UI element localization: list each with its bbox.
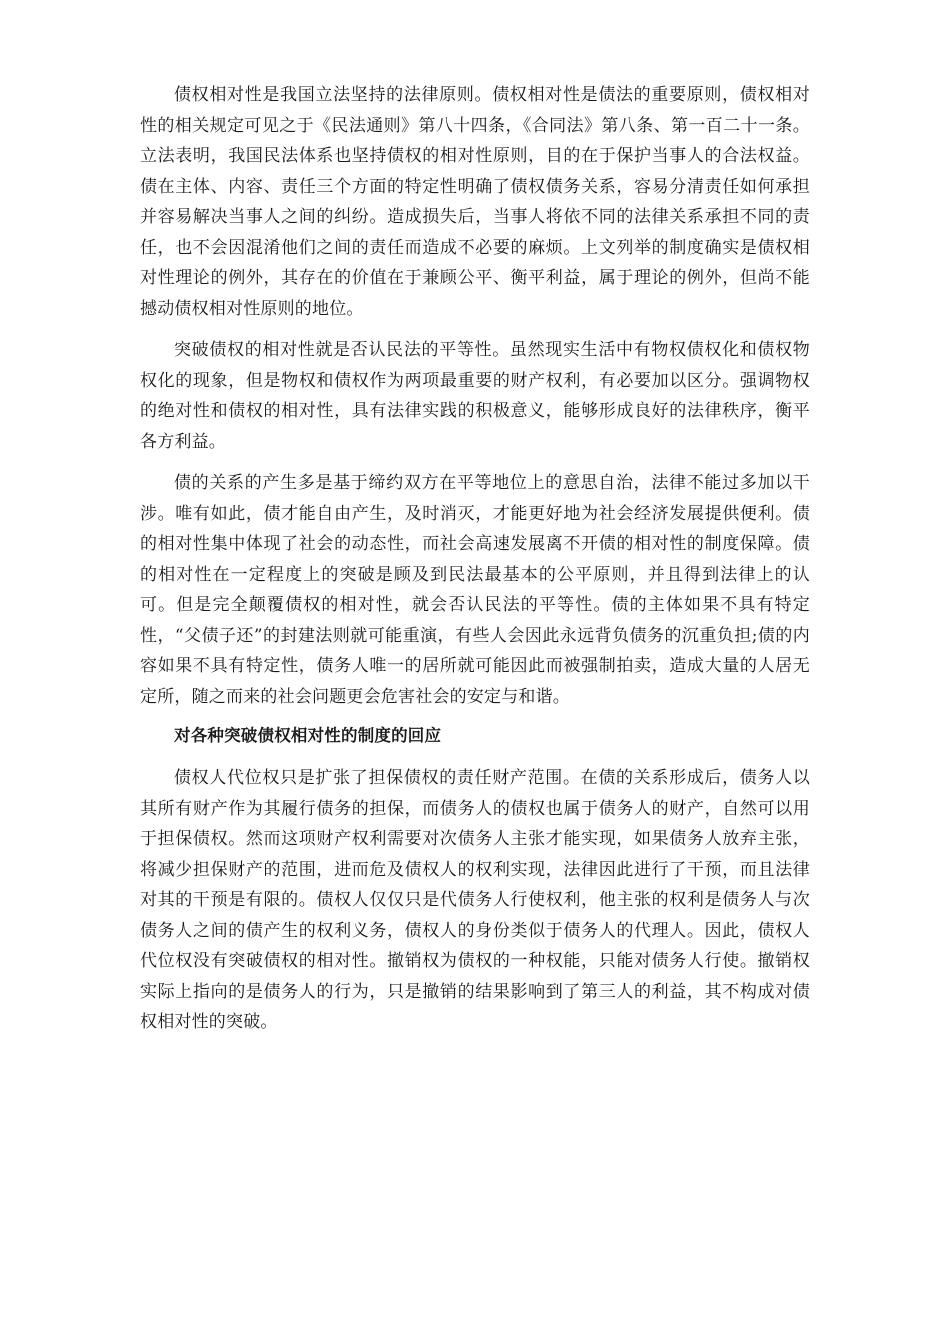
paragraph-1: 债权相对性是我国立法坚持的法律原则。债权相对性是债法的重要原则，债权相对性的相关规定可见之于《民法通则》第八十四条，《合同法》第八条、第一百二十一条。立法表明，我国民法体系也坚持债权的相对性原则，目的在于保护当事人的合法权益。债在主体、内容、责任三个方面的特定性明确了债权债务关系，容易分清责任如何承担并容易解决当事人之间的纠纷。造成损失后，当事人将依不同的法律关系承担不同的责任，也不会因混淆他们之间的责任而造成不必要的麻烦。上文列举的制度确实是债权相对性理论的例外，其存在的价值在于兼顾公平、衡平利益，属于理论的例外，但尚不能撼动债权相对性原则的地位。 bbox=[140, 85, 810, 319]
paragraph-3: 债的关系的产生多是基于缔约双方在平等地位上的意思自治，法律不能过多加以干涉。唯有如此，债才能自由产生，及时消灭，才能更好地为社会经济发展提供便利。债的相对性集中体现了社会的动态性，而社会高速发展离不开债的相对性的制度保障。债的相对性在一定程度上的突破是顾及到民法最基本的公平原则，并且得到法律上的认可。但是完全颠覆债权的相对性，就会否认民法的平等性。债的主体如果不具有特定性，“父债子还”的封建法则就可能重演，有些人会因此永远背负债务的沉重负担;债的内容如果不具有特定性，债务人唯一的居所就可能因此而被强制拍卖，造成大量的人居无定所，随之而来的社会问题更会危害社会的安定与和谐。 bbox=[140, 473, 810, 707]
paragraph-2: 突破债权的相对性就是否认民法的平等性。虽然现实生活中有物权债权化和债权物权化的现象，但是物权和债权作为两项最重要的财产权利，有必要加以区分。强调物权的绝对性和债权的相对性，具有法律实践的积极意义，能够形成良好的法律秩序，衡平各方利益。 bbox=[140, 340, 810, 452]
section-heading: 对各种突破债权相对性的制度的回应 bbox=[174, 726, 442, 745]
paragraph-4: 债权人代位权只是扩张了担保债权的责任财产范围。在债的关系形成后，债务人以其所有财产作为其履行债务的担保，而债务人的债权也属于债务人的财产，自然可以用于担保债权。然而这项财产权利需要对次债务人主张才能实现，如果债务人放弃主张，将减少担保财产的范围，进而危及债权人的权利实现，法律因此进行了干预，而且法律对其的干预是有限的。债权人仅仅只是代债务人行使权利，他主张的权利是债务人与次债务人之间的债产生的权利义务，债权人的身份类似于债务人的代理人。因此，债权人代位权没有突破债权的相对性。撤销权为债权的一种权能，只能对债务人行使。撤销权实际上指向的是债务人的行为，只是撤销的结果影响到了第三人的利益，其不构成对债权相对性的突破。 bbox=[140, 768, 810, 1032]
